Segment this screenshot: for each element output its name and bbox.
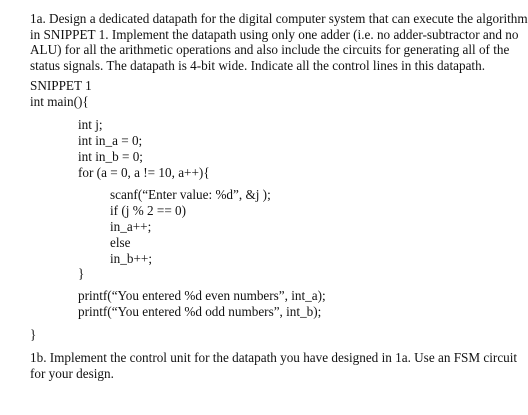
code-decl-in-a: int in_a = 0; — [78, 133, 143, 148]
code-main-header: int main(){ — [30, 94, 89, 109]
code-for-loop: for (a = 0, a != 10, a++){ — [78, 165, 210, 180]
question-1b-line: for your design. — [30, 365, 114, 381]
question-1b-line: 1b. Implement the control unit for the datapath you have designed in 1a. Use an FSM circuit — [30, 350, 518, 365]
question-1b-text — [30, 350, 518, 381]
question-1a-text — [30, 11, 528, 73]
question-1a-line: ALU) for all the arithmetic operations and also include the circuits for generating all of the — [30, 42, 510, 58]
code-outer-close-brace: } — [30, 327, 37, 342]
code-decl-in-b: int in_b = 0; — [78, 149, 143, 164]
code-printf-odd: printf(“You entered %d odd numbers”, int_b); — [78, 304, 322, 319]
code-if: if (j % 2 == 0) — [110, 203, 187, 218]
question-1a-line: status signals. The datapath is 4-bit wide. Indicate all the control lines in this datapath. — [30, 57, 485, 73]
question-1a-line: 1a. Design a dedicated datapath for the digital computer system that can execute the algorithm — [30, 11, 528, 26]
code-scanf: scanf(“Enter value: %d”, &j ); — [110, 187, 271, 202]
code-inc-b: in_b++; — [110, 251, 152, 266]
code-decl-j: int j; — [78, 117, 103, 132]
code-printf-even: printf(“You entered %d even numbers”, int_a); — [78, 288, 326, 303]
code-inner-close-brace: } — [78, 266, 85, 281]
code-inc-a: in_a++; — [110, 219, 152, 234]
snippet-title: SNIPPET 1 — [30, 78, 92, 93]
question-1a-line: in SNIPPET 1. Implement the datapath using only one adder (i.e. no adder-subtractor and no — [30, 26, 519, 42]
code-else: else — [110, 235, 131, 250]
